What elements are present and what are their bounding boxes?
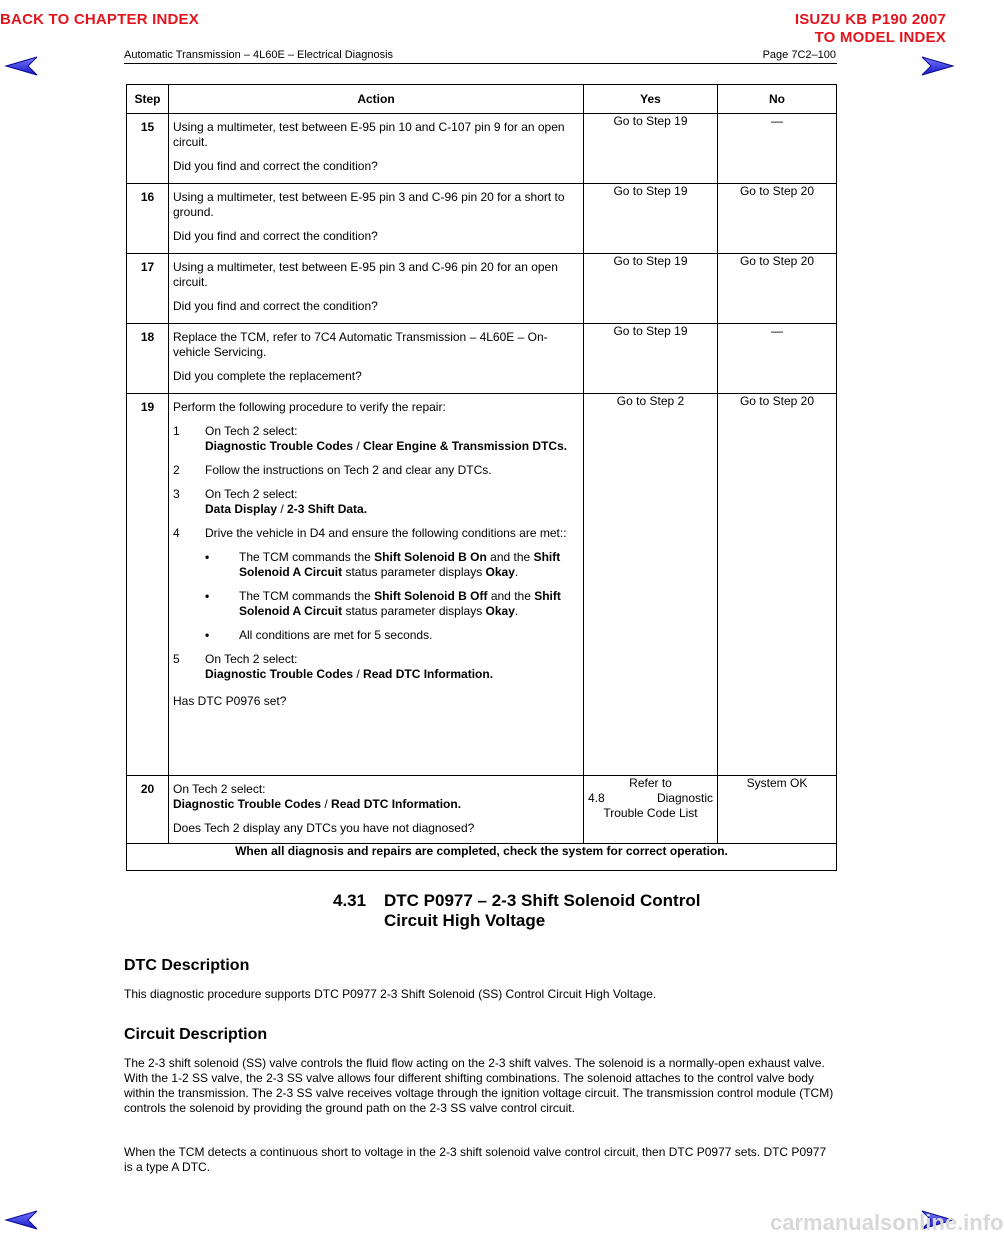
item-menu-path: Diagnostic Trouble Codes / Clear Engine & Transmission DTCs. — [205, 439, 568, 453]
action-question: Did you find and correct the condition? — [173, 299, 378, 313]
item-text: On Tech 2 select: — [205, 487, 298, 501]
watermark: carmanualsonline.info — [770, 1210, 1004, 1235]
step-number: 18 — [127, 324, 169, 394]
table-header-row — [127, 85, 837, 114]
item-number: 2 — [173, 463, 180, 477]
action-text: Using a multimeter, test between E-95 pin 10 and C-107 pin 9 for an open circuit. — [173, 120, 565, 149]
action-cell — [169, 254, 584, 324]
yes-refer-line: Refer to — [629, 776, 672, 790]
yes-cell — [584, 776, 718, 844]
bullet-icon: • — [205, 589, 210, 603]
item-number: 1 — [173, 424, 180, 438]
item-number: 4 — [173, 526, 180, 540]
yes-refer-link[interactable]: 4.8 Diagnostic — [588, 791, 713, 805]
action-cell — [169, 184, 584, 254]
action-question: Did you complete the replacement? — [173, 369, 362, 383]
next-page-arrow-icon[interactable] — [921, 57, 953, 75]
yes-refer-link-text[interactable]: Trouble Code List — [603, 806, 698, 820]
table-row — [127, 324, 837, 394]
item-text: Follow the instructions on Tech 2 and clear any DTCs. — [205, 463, 492, 477]
item-number: 3 — [173, 487, 180, 501]
action-intro: Perform the following procedure to verify the repair: — [173, 400, 446, 414]
col-step-header: Step — [127, 85, 169, 114]
item-text: Drive the vehicle in D4 and ensure the following conditions are met:: — [205, 526, 567, 540]
circuit-description-heading: Circuit Description — [124, 1026, 268, 1043]
item-menu-path: Diagnostic Trouble Codes / Read DTC Information. — [205, 667, 494, 681]
bullet-icon: • — [205, 628, 210, 642]
procedure-item — [173, 463, 577, 478]
dtc-description-text: This diagnostic procedure supports DTC P0977 2-3 Shift Solenoid (SS) Control Circuit High Voltage. — [124, 987, 657, 1001]
action-cell — [169, 394, 584, 776]
table-row — [127, 254, 837, 324]
no-cell: Go to Step 20 — [718, 254, 837, 324]
section-title-line-1: DTC P0977 – 2-3 Shift Solenoid Control — [384, 891, 701, 910]
yes-cell: Go to Step 19 — [584, 324, 718, 394]
prev-page-arrow-bottom-icon[interactable] — [6, 1211, 38, 1229]
item-number: 5 — [173, 652, 180, 666]
yes-cell: Go to Step 19 — [584, 114, 718, 184]
table-row — [127, 184, 837, 254]
procedure-item — [173, 652, 577, 682]
yes-cell: Go to Step 19 — [584, 254, 718, 324]
action-question: Did you find and correct the condition? — [173, 159, 378, 173]
table-footer-note: When all diagnosis and repairs are completed, check the system for correct operation. — [127, 844, 837, 871]
no-cell: Go to Step 20 — [718, 184, 837, 254]
step-number: 16 — [127, 184, 169, 254]
running-header-page: Page 7C2–100 — [762, 49, 836, 61]
col-yes-header: Yes — [584, 85, 718, 114]
action-text: On Tech 2 select: — [173, 782, 266, 796]
running-header-title: Automatic Transmission – 4L60E – Electrical Diagnosis — [124, 49, 394, 61]
item-text: On Tech 2 select: — [205, 424, 298, 438]
dtc-description-heading: DTC Description — [124, 957, 250, 974]
no-cell: — — [718, 114, 837, 184]
yes-cell: Go to Step 19 — [584, 184, 718, 254]
action-question: Did you find and correct the condition? — [173, 229, 378, 243]
prev-page-arrow-icon[interactable] — [6, 57, 38, 75]
table-row — [127, 776, 837, 844]
back-to-chapter-index-link[interactable]: BACK TO CHAPTER INDEX — [0, 11, 199, 28]
condition-bullet: • All conditions are met for 5 seconds. — [205, 628, 433, 642]
section-title-line-2: Circuit High Voltage — [384, 911, 546, 930]
step-number: 15 — [127, 114, 169, 184]
step-number: 20 — [127, 776, 169, 844]
header-rule — [124, 63, 837, 64]
col-action-header: Action — [169, 85, 584, 114]
yes-cell: Go to Step 2 — [584, 394, 718, 776]
step-number: 17 — [127, 254, 169, 324]
action-cell — [169, 776, 584, 844]
no-cell: Go to Step 20 — [718, 394, 837, 776]
action-question: Has DTC P0976 set? — [173, 694, 287, 708]
circuit-description-paragraph-1: The 2-3 shift solenoid (SS) valve controls the fluid flow acting on the 2-3 shift valves. The solenoid is a normally-open exhaust valve. With the 1-2 SS valve, the 2-3 SS valve allows four different shifting combinations. The solenoid attaches to the control valve body within the transmission. The 2-3 SS valve receives voltage through the ignition voltage circuit. The transmission control module (TCM) controls the solenoid by providing the ground path on the 2-3 SS valve control circuit. — [124, 1056, 834, 1115]
procedure-item — [173, 424, 577, 454]
circuit-description-paragraph-2: When the TCM detects a continuous short to voltage in the 2-3 shift solenoid valve control circuit, then DTC P0977 sets. DTC P0977 is a type A DTC. — [124, 1145, 827, 1174]
bullet-icon: • — [205, 550, 210, 564]
no-cell: — — [718, 324, 837, 394]
item-text: On Tech 2 select: — [205, 652, 298, 666]
action-text: Using a multimeter, test between E-95 pin 3 and C-96 pin 20 for an open circuit. — [173, 260, 558, 289]
item-menu-path: Data Display / 2-3 Shift Data. — [205, 502, 368, 516]
condition-bullet: • The TCM commands the Shift Solenoid B On and the Shift Solenoid A Circuit status parameter displays Okay. — [205, 550, 561, 579]
action-menu-path: Diagnostic Trouble Codes / Read DTC Information. — [173, 797, 462, 811]
condition-bullet: • The TCM commands the Shift Solenoid B Off and the Shift Solenoid A Circuit status parameter displays Okay. — [205, 589, 561, 618]
diagnostic-table — [126, 84, 837, 871]
action-text: Replace the TCM, refer to 7C4 Automatic Transmission – 4L60E – On-vehicle Servicing. — [173, 330, 548, 359]
action-text: Using a multimeter, test between E-95 pin 3 and C-96 pin 20 for a short to ground. — [173, 190, 565, 219]
action-question: Does Tech 2 display any DTCs you have not diagnosed? — [173, 821, 475, 835]
to-model-index-link[interactable]: TO MODEL INDEX — [814, 29, 946, 46]
table-row — [127, 394, 837, 776]
table-row — [127, 114, 837, 184]
action-cell — [169, 114, 584, 184]
no-cell: System OK — [718, 776, 837, 844]
col-no-header: No — [718, 85, 837, 114]
step-number: 19 — [127, 394, 169, 776]
table-footer-row — [127, 844, 837, 871]
action-cell — [169, 324, 584, 394]
procedure-item — [173, 487, 577, 517]
model-title: ISUZU KB P190 2007 — [794, 11, 946, 28]
section-number: 4.31 — [333, 891, 367, 910]
procedure-item — [173, 526, 577, 541]
